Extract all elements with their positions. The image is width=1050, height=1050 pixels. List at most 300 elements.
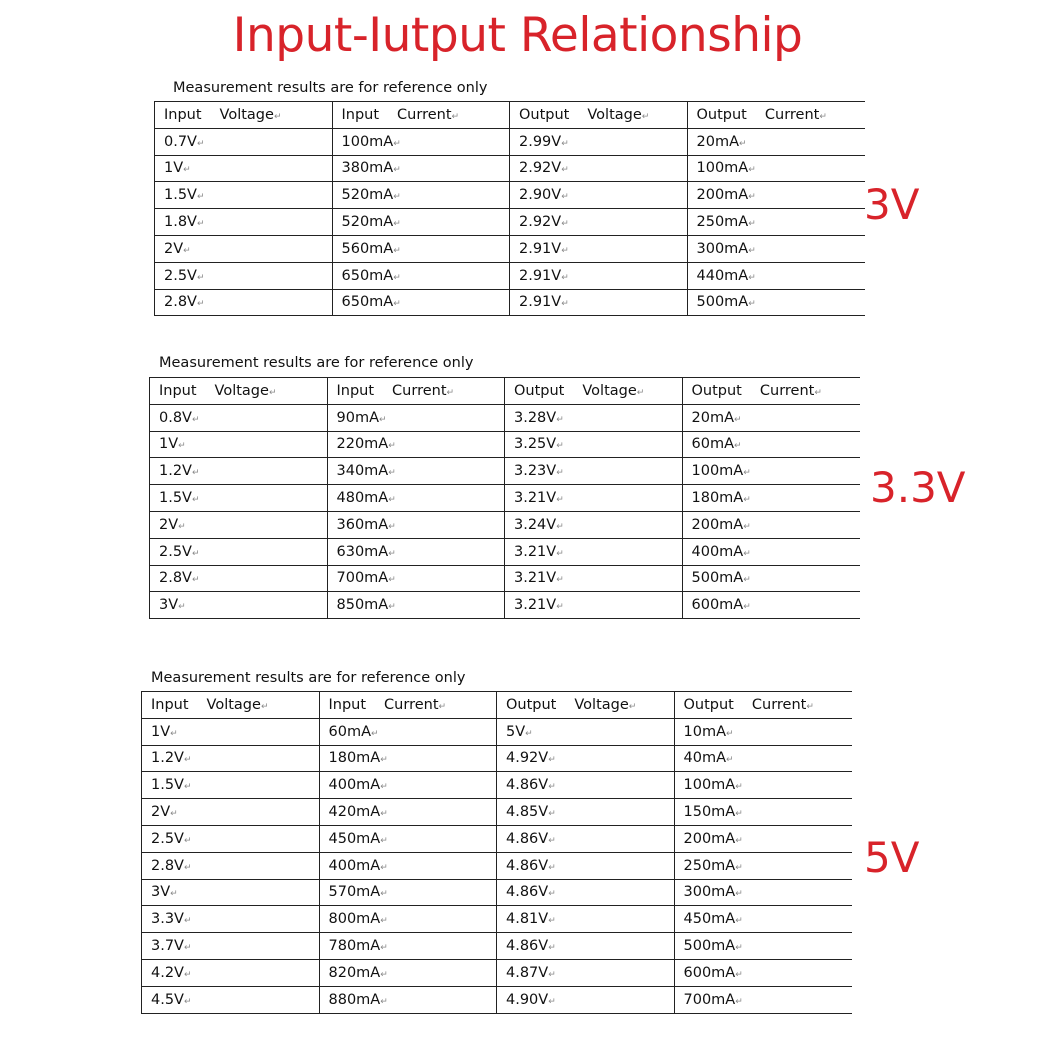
header-input-voltage [150, 378, 328, 405]
paragraph-mark-icon: ↵ [743, 521, 751, 532]
paragraph-mark-icon: ↵ [735, 996, 743, 1007]
table-row [150, 485, 860, 512]
cell-input-current [319, 718, 497, 745]
paragraph-mark-icon: ↵ [183, 835, 192, 846]
cell-input-current [327, 458, 505, 485]
cell-input-current [327, 565, 505, 592]
cell-value: 2V [151, 804, 171, 821]
table-row [155, 182, 865, 209]
cell-output-current [682, 404, 860, 431]
cell-value: 100mA [341, 133, 394, 150]
paragraph-mark-icon: ↵ [735, 916, 743, 927]
header-word: Output [696, 106, 747, 123]
cell-input-voltage [142, 825, 320, 852]
header-output-voltage [505, 378, 683, 405]
table-row [155, 209, 865, 236]
paragraph-mark-icon: ↵ [170, 809, 178, 820]
cell-output-voltage [505, 511, 683, 538]
cell-value: 700mA [336, 570, 389, 587]
paragraph-mark-icon: ↵ [196, 272, 205, 283]
paragraph-mark-icon: ↵ [260, 701, 269, 712]
table-row [150, 404, 860, 431]
paragraph-mark-icon: ↵ [556, 548, 564, 559]
table-row [142, 745, 852, 772]
table-row [142, 852, 852, 879]
paragraph-mark-icon: ↵ [556, 414, 564, 425]
cell-input-current [332, 209, 510, 236]
cell-input-current [332, 289, 510, 316]
cell-value: 2.92V [519, 214, 562, 231]
paragraph-mark-icon: ↵ [743, 575, 751, 586]
header-word: Voltage [574, 696, 629, 713]
paragraph-mark-icon: ↵ [380, 782, 388, 793]
cell-value: 2.91V [519, 294, 562, 311]
paragraph-mark-icon: ↵ [548, 782, 556, 793]
cell-output-voltage [497, 825, 675, 852]
cell-value: 820mA [328, 964, 381, 981]
paragraph-mark-icon: ↵ [183, 165, 191, 176]
cell-value: 2.8V [159, 570, 192, 587]
paragraph-mark-icon: ↵ [380, 916, 388, 927]
cell-value: 2.5V [159, 543, 192, 560]
cell-input-voltage [142, 986, 320, 1013]
cell-value: 2.5V [164, 267, 197, 284]
cell-output-current [674, 745, 852, 772]
cell-value: 3.7V [151, 938, 184, 955]
cell-input-current [319, 772, 497, 799]
header-input-current [327, 378, 505, 405]
cell-value: 200mA [683, 830, 736, 847]
table-header-row [142, 692, 852, 719]
paragraph-mark-icon: ↵ [196, 299, 205, 310]
paragraph-mark-icon: ↵ [191, 575, 200, 586]
paragraph-mark-icon: ↵ [561, 299, 569, 310]
cell-value: 1.2V [159, 463, 192, 480]
paragraph-mark-icon: ↵ [735, 782, 743, 793]
paragraph-mark-icon: ↵ [388, 441, 396, 452]
cell-input-voltage [142, 772, 320, 799]
paragraph-mark-icon: ↵ [380, 835, 388, 846]
paragraph-mark-icon: ↵ [380, 809, 388, 820]
cell-output-voltage [497, 799, 675, 826]
paragraph-mark-icon: ↵ [183, 943, 192, 954]
cell-output-voltage [497, 959, 675, 986]
header-output-current [687, 102, 865, 129]
paragraph-mark-icon: ↵ [183, 755, 192, 766]
cell-output-voltage [497, 852, 675, 879]
cell-output-current [687, 289, 865, 316]
paragraph-mark-icon: ↵ [735, 889, 743, 900]
cell-input-voltage [155, 289, 333, 316]
paragraph-mark-icon: ↵ [641, 111, 650, 122]
cell-value: 20mA [696, 133, 739, 150]
cell-output-current [674, 879, 852, 906]
cell-input-voltage [142, 933, 320, 960]
measurement-table-3v [154, 101, 865, 316]
cell-value: 3.21V [514, 490, 557, 507]
cell-value: 3.3V [151, 911, 184, 928]
cell-output-current [674, 852, 852, 879]
paragraph-mark-icon: ↵ [183, 782, 192, 793]
paragraph-mark-icon: ↵ [748, 219, 756, 230]
cell-value: 700mA [683, 991, 736, 1008]
cell-value: 0.8V [159, 409, 192, 426]
cell-input-current [332, 262, 510, 289]
paragraph-mark-icon: ↵ [183, 916, 192, 927]
cell-input-voltage [150, 511, 328, 538]
cell-output-current [674, 906, 852, 933]
cell-value: 3.24V [514, 516, 557, 533]
header-word: Output [691, 382, 742, 399]
header-output-voltage [510, 102, 688, 129]
cell-value: 880mA [328, 991, 381, 1008]
cell-value: 3.28V [514, 409, 557, 426]
header-output-current [674, 692, 852, 719]
paragraph-mark-icon: ↵ [380, 889, 388, 900]
cell-value: 630mA [336, 543, 389, 560]
cell-value: 150mA [683, 804, 736, 821]
paragraph-mark-icon: ↵ [556, 441, 564, 452]
cell-output-current [682, 511, 860, 538]
cell-value: 2.99V [519, 133, 562, 150]
cell-value: 3.21V [514, 543, 557, 560]
header-word: Current [392, 382, 447, 399]
table-row [142, 933, 852, 960]
paragraph-mark-icon: ↵ [561, 245, 569, 256]
header-word: Voltage [587, 106, 642, 123]
cell-input-voltage [142, 959, 320, 986]
paragraph-mark-icon: ↵ [548, 889, 556, 900]
header-word: Voltage [582, 382, 637, 399]
paragraph-mark-icon: ↵ [735, 943, 743, 954]
cell-input-current [327, 485, 505, 512]
cell-value: 2V [159, 516, 179, 533]
header-word: Input [159, 382, 197, 399]
cell-value: 200mA [696, 187, 749, 204]
cell-output-voltage [510, 262, 688, 289]
cell-input-voltage [150, 431, 328, 458]
header-input-voltage [142, 692, 320, 719]
cell-input-voltage [155, 182, 333, 209]
cell-value: 3.21V [514, 570, 557, 587]
cell-value: 200mA [691, 516, 744, 533]
table-row [155, 262, 865, 289]
cell-value: 570mA [328, 884, 381, 901]
paragraph-mark-icon: ↵ [743, 468, 751, 479]
cell-value: 2.90V [519, 187, 562, 204]
table-row [150, 592, 860, 619]
cell-input-voltage [142, 799, 320, 826]
cell-value: 2.91V [519, 240, 562, 257]
cell-value: 90mA [336, 409, 379, 426]
header-word: Current [759, 382, 815, 399]
paragraph-mark-icon: ↵ [183, 862, 192, 873]
cell-value: 4.86V [506, 884, 549, 901]
cell-input-current [332, 155, 510, 182]
cell-output-current [674, 986, 852, 1013]
cell-value: 1V [159, 436, 179, 453]
cell-value: 20mA [691, 409, 734, 426]
reference-note: Measurement results are for reference only [151, 670, 466, 686]
reference-note: Measurement results are for reference only [159, 355, 474, 371]
cell-output-current [674, 959, 852, 986]
paragraph-mark-icon: ↵ [191, 414, 200, 425]
measurement-table-5v [141, 691, 852, 1014]
cell-input-voltage [150, 485, 328, 512]
cell-value: 300mA [696, 240, 749, 257]
cell-input-current [327, 538, 505, 565]
cell-value: 560mA [341, 240, 394, 257]
paragraph-mark-icon: ↵ [734, 441, 742, 452]
cell-input-current [327, 404, 505, 431]
cell-input-current [319, 745, 497, 772]
cell-output-voltage [497, 772, 675, 799]
header-word: Input [164, 106, 202, 123]
paragraph-mark-icon: ↵ [393, 165, 401, 176]
header-word: Input [151, 696, 189, 713]
table-row [150, 538, 860, 565]
table-row [142, 825, 852, 852]
paragraph-mark-icon: ↵ [178, 602, 186, 613]
cell-input-voltage [155, 235, 333, 262]
cell-input-current [327, 511, 505, 538]
header-word: Voltage [219, 106, 274, 123]
header-input-current [332, 102, 510, 129]
paragraph-mark-icon: ↵ [556, 575, 564, 586]
paragraph-mark-icon: ↵ [388, 521, 396, 532]
cell-value: 100mA [691, 463, 744, 480]
cell-value: 340mA [336, 463, 389, 480]
header-input-current [319, 692, 497, 719]
cell-value: 4.86V [506, 830, 549, 847]
paragraph-mark-icon: ↵ [183, 969, 192, 980]
paragraph-mark-icon: ↵ [388, 602, 396, 613]
table-header-row [155, 102, 865, 129]
cell-value: 420mA [328, 804, 381, 821]
paragraph-mark-icon: ↵ [735, 835, 743, 846]
cell-value: 1V [164, 160, 184, 177]
cell-value: 1.5V [159, 490, 192, 507]
cell-input-current [319, 933, 497, 960]
paragraph-mark-icon: ↵ [748, 299, 756, 310]
header-word: Input [336, 382, 375, 399]
cell-output-voltage [505, 565, 683, 592]
cell-output-current [687, 155, 865, 182]
cell-value: 2.5V [151, 830, 184, 847]
output-label-5v: 5V [864, 833, 920, 882]
cell-input-voltage [155, 262, 333, 289]
cell-value: 60mA [328, 723, 371, 740]
table-row [142, 959, 852, 986]
cell-input-current [319, 852, 497, 879]
cell-output-current [682, 485, 860, 512]
paragraph-mark-icon: ↵ [371, 728, 379, 739]
paragraph-mark-icon: ↵ [170, 728, 178, 739]
cell-input-current [319, 906, 497, 933]
cell-input-voltage [142, 879, 320, 906]
cell-output-voltage [510, 289, 688, 316]
cell-value: 450mA [683, 911, 736, 928]
header-word: Input [328, 696, 367, 713]
paragraph-mark-icon: ↵ [561, 192, 569, 203]
paragraph-mark-icon: ↵ [548, 862, 556, 873]
paragraph-mark-icon: ↵ [739, 138, 747, 149]
cell-value: 480mA [336, 490, 389, 507]
cell-output-voltage [510, 182, 688, 209]
cell-input-voltage [150, 458, 328, 485]
paragraph-mark-icon: ↵ [393, 219, 401, 230]
cell-output-voltage [505, 538, 683, 565]
paragraph-mark-icon: ↵ [743, 548, 751, 559]
paragraph-mark-icon: ↵ [548, 969, 556, 980]
header-word: Current [751, 696, 807, 713]
header-word: Output [506, 696, 557, 713]
cell-value: 4.86V [506, 777, 549, 794]
cell-output-voltage [510, 155, 688, 182]
cell-input-current [327, 592, 505, 619]
table-row [155, 155, 865, 182]
cell-value: 1.5V [151, 777, 184, 794]
paragraph-mark-icon: ↵ [388, 468, 396, 479]
table-row [142, 799, 852, 826]
header-word: Output [683, 696, 734, 713]
table-header-row [150, 378, 860, 405]
paragraph-mark-icon: ↵ [636, 387, 645, 398]
cell-value: 40mA [683, 750, 726, 767]
cell-output-voltage [505, 592, 683, 619]
paragraph-mark-icon: ↵ [525, 728, 533, 739]
cell-input-current [319, 825, 497, 852]
cell-value: 380mA [341, 160, 394, 177]
table-row [142, 879, 852, 906]
paragraph-mark-icon: ↵ [438, 701, 447, 712]
table-row [142, 906, 852, 933]
paragraph-mark-icon: ↵ [380, 969, 388, 980]
header-word: Current [384, 696, 439, 713]
table-row [142, 718, 852, 745]
reference-note: Measurement results are for reference only [173, 80, 488, 96]
table-row [142, 986, 852, 1013]
cell-value: 1.2V [151, 750, 184, 767]
cell-value: 800mA [328, 911, 381, 928]
cell-output-voltage [497, 718, 675, 745]
paragraph-mark-icon: ↵ [196, 138, 205, 149]
paragraph-mark-icon: ↵ [743, 602, 751, 613]
cell-output-voltage [497, 879, 675, 906]
table-row [155, 128, 865, 155]
cell-value: 2.8V [151, 857, 184, 874]
paragraph-mark-icon: ↵ [556, 602, 564, 613]
paragraph-mark-icon: ↵ [380, 755, 388, 766]
cell-value: 3.21V [514, 597, 557, 614]
cell-value: 4.86V [506, 938, 549, 955]
paragraph-mark-icon: ↵ [388, 495, 396, 506]
cell-input-current [319, 986, 497, 1013]
cell-output-current [687, 128, 865, 155]
output-label-3-3v: 3.3V [870, 463, 966, 512]
cell-value: 1.8V [164, 214, 197, 231]
paragraph-mark-icon: ↵ [393, 299, 401, 310]
paragraph-mark-icon: ↵ [183, 245, 191, 256]
paragraph-mark-icon: ↵ [561, 138, 569, 149]
cell-input-voltage [142, 852, 320, 879]
paragraph-mark-icon: ↵ [170, 889, 178, 900]
table-row [150, 431, 860, 458]
paragraph-mark-icon: ↵ [735, 969, 743, 980]
paragraph-mark-icon: ↵ [556, 521, 564, 532]
cell-output-current [687, 235, 865, 262]
paragraph-mark-icon: ↵ [735, 862, 743, 873]
paragraph-mark-icon: ↵ [446, 387, 455, 398]
paragraph-mark-icon: ↵ [178, 521, 186, 532]
cell-input-voltage [150, 592, 328, 619]
cell-value: 4.86V [506, 857, 549, 874]
cell-value: 4.85V [506, 804, 549, 821]
cell-output-current [682, 538, 860, 565]
cell-value: 500mA [683, 938, 736, 955]
cell-value: 3V [159, 597, 179, 614]
cell-output-voltage [497, 906, 675, 933]
cell-value: 400mA [691, 543, 744, 560]
cell-output-current [687, 209, 865, 236]
cell-value: 4.87V [506, 964, 549, 981]
paragraph-mark-icon: ↵ [561, 219, 569, 230]
paragraph-mark-icon: ↵ [548, 996, 556, 1007]
table-row [150, 511, 860, 538]
cell-value: 220mA [336, 436, 389, 453]
cell-input-current [327, 431, 505, 458]
cell-input-voltage [155, 209, 333, 236]
header-word: Voltage [214, 382, 269, 399]
cell-output-voltage [497, 986, 675, 1013]
cell-value: 500mA [691, 570, 744, 587]
cell-output-voltage [510, 128, 688, 155]
cell-value: 4.81V [506, 911, 549, 928]
paragraph-mark-icon: ↵ [726, 728, 734, 739]
header-word: Voltage [206, 696, 261, 713]
page-title: Input-Iutput Relationship [232, 8, 803, 63]
cell-input-voltage [155, 155, 333, 182]
cell-value: 600mA [683, 964, 736, 981]
paragraph-mark-icon: ↵ [806, 701, 814, 712]
cell-input-current [319, 799, 497, 826]
cell-value: 400mA [328, 777, 381, 794]
cell-value: 4.5V [151, 991, 184, 1008]
cell-value: 2.92V [519, 160, 562, 177]
paragraph-mark-icon: ↵ [743, 495, 751, 506]
paragraph-mark-icon: ↵ [388, 575, 396, 586]
cell-output-current [682, 565, 860, 592]
paragraph-mark-icon: ↵ [748, 192, 756, 203]
cell-output-current [674, 933, 852, 960]
paragraph-mark-icon: ↵ [735, 809, 743, 820]
cell-output-voltage [505, 404, 683, 431]
cell-output-current [682, 592, 860, 619]
paragraph-mark-icon: ↵ [380, 862, 388, 873]
paragraph-mark-icon: ↵ [178, 441, 186, 452]
header-output-voltage [497, 692, 675, 719]
paragraph-mark-icon: ↵ [380, 943, 388, 954]
paragraph-mark-icon: ↵ [191, 468, 200, 479]
header-word: Output [519, 106, 570, 123]
cell-value: 3.23V [514, 463, 557, 480]
paragraph-mark-icon: ↵ [628, 701, 637, 712]
paragraph-mark-icon: ↵ [561, 272, 569, 283]
paragraph-mark-icon: ↵ [451, 111, 460, 122]
cell-value: 4.92V [506, 750, 549, 767]
paragraph-mark-icon: ↵ [548, 755, 556, 766]
paragraph-mark-icon: ↵ [548, 916, 556, 927]
